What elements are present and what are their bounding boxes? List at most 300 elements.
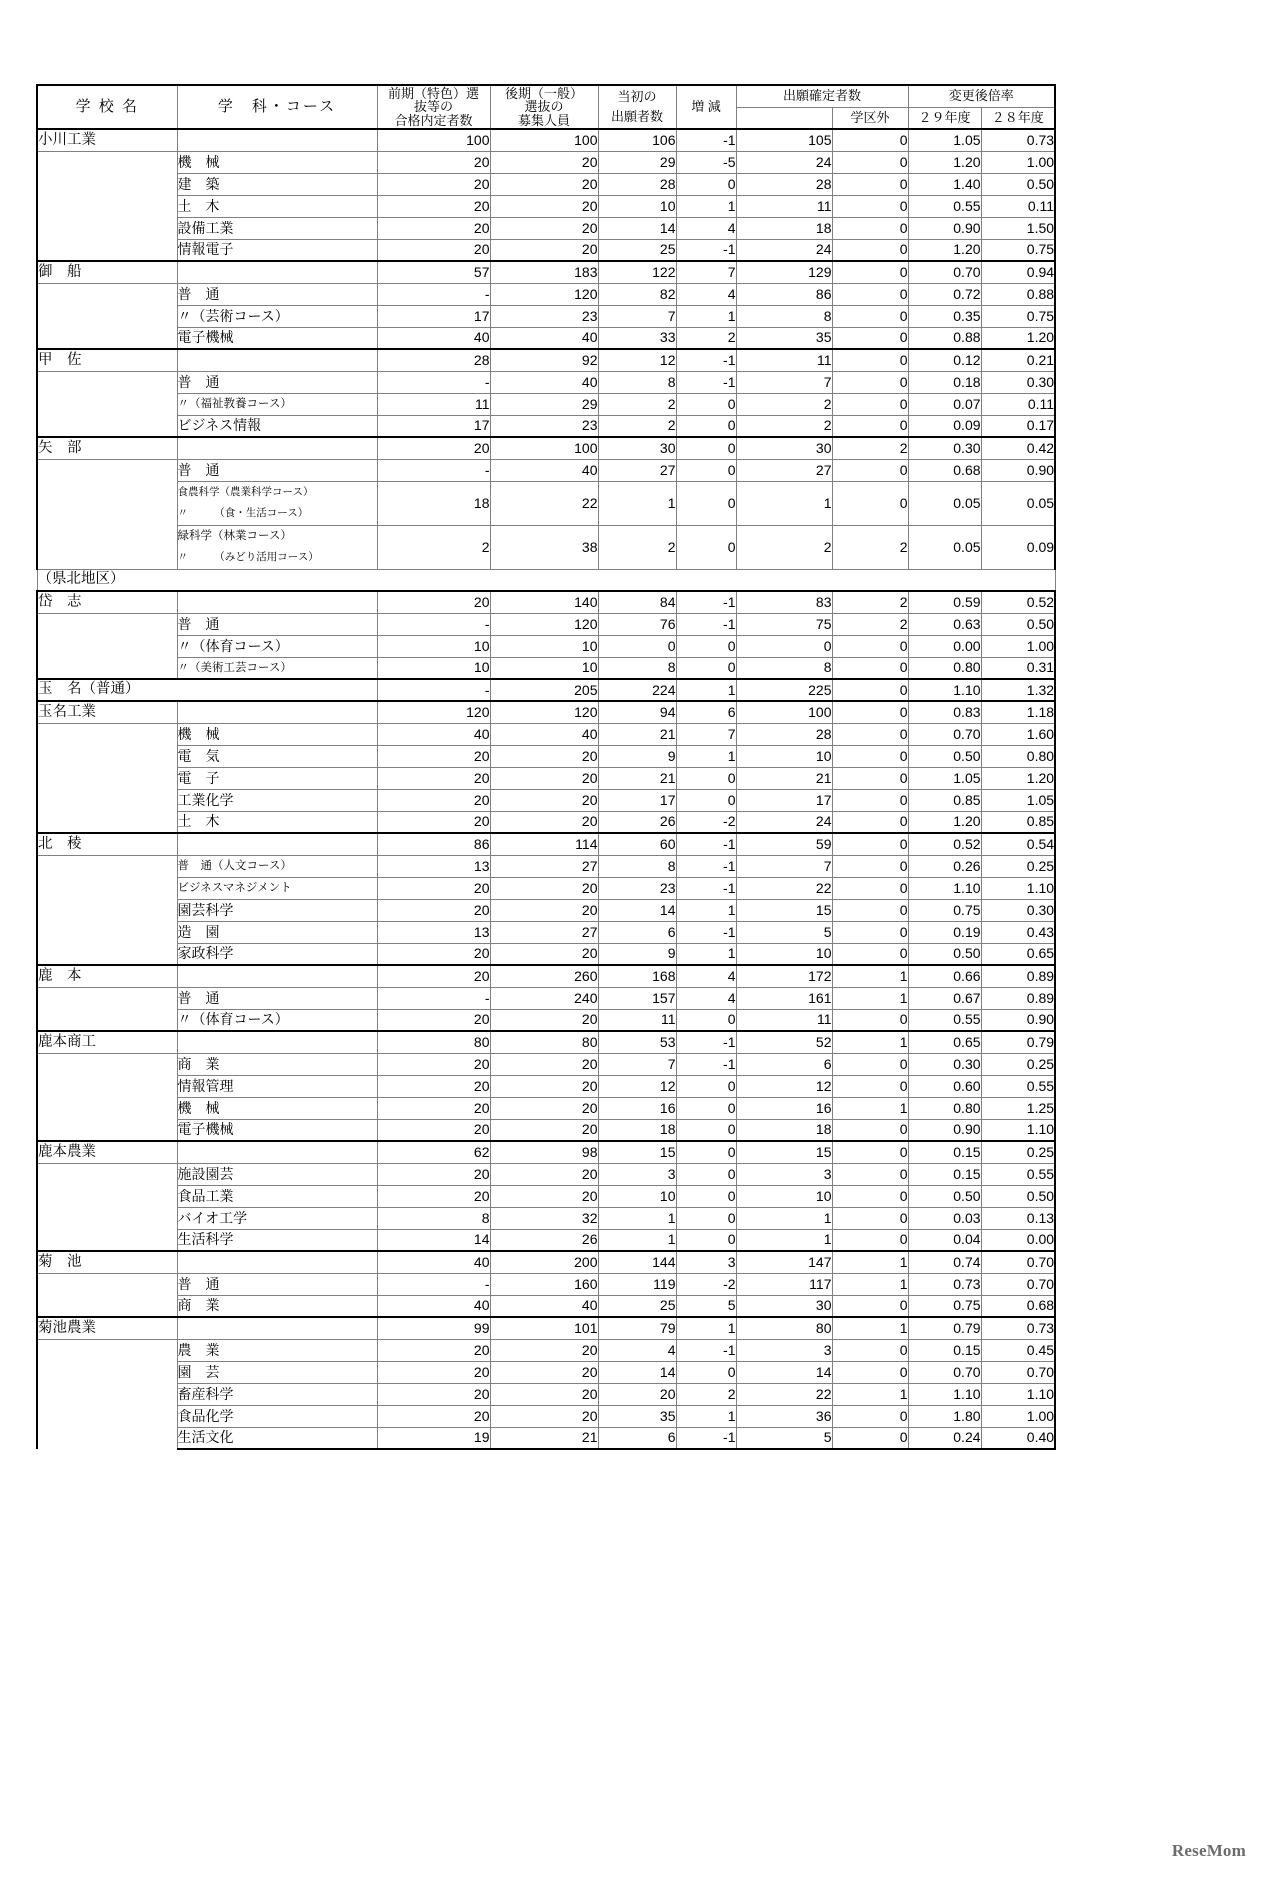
cell-ratio-28: 1.10 bbox=[981, 877, 1055, 899]
cell-zougen: -1 bbox=[676, 1031, 736, 1053]
cell-school-continuation bbox=[37, 305, 177, 327]
cell-gaiku: 0 bbox=[832, 833, 908, 855]
cell-zenki: 17 bbox=[377, 415, 490, 437]
cell-ratio-29: 0.80 bbox=[908, 657, 981, 679]
cell-school-name: 岱 志 bbox=[37, 591, 177, 613]
cell-ratio-28: 0.89 bbox=[981, 965, 1055, 987]
cell-kakutei: 24 bbox=[736, 811, 832, 833]
cell-zenki: - bbox=[377, 613, 490, 635]
cell-school-continuation bbox=[37, 943, 177, 965]
table-row bbox=[37, 239, 1055, 261]
cell-gaiku: 0 bbox=[832, 481, 908, 525]
table-row-merged-top bbox=[37, 525, 1055, 547]
cell-kouki: 40 bbox=[490, 723, 598, 745]
cell-zougen: 0 bbox=[676, 1097, 736, 1119]
cell-school-name: 北 稜 bbox=[37, 833, 177, 855]
cell-course-name: 食品化学 bbox=[177, 1405, 377, 1427]
table-row bbox=[37, 173, 1055, 195]
cell-kouki: 20 bbox=[490, 239, 598, 261]
header-zenki bbox=[377, 85, 490, 129]
cell-zenki: 10 bbox=[377, 635, 490, 657]
cell-ratio-29: 0.65 bbox=[908, 1031, 981, 1053]
cell-gaiku: 1 bbox=[832, 1317, 908, 1339]
cell-zenki: 2 bbox=[377, 525, 490, 569]
cell-school-continuation bbox=[37, 459, 177, 481]
cell-tousho: 21 bbox=[598, 767, 676, 789]
cell-course-name: 造 園 bbox=[177, 921, 377, 943]
cell-ratio-29: 1.05 bbox=[908, 767, 981, 789]
cell-ratio-29: 0.12 bbox=[908, 349, 981, 371]
cell-kouki: 100 bbox=[490, 437, 598, 459]
cell-zenki: 20 bbox=[377, 1097, 490, 1119]
cell-zougen: 0 bbox=[676, 1163, 736, 1185]
cell-tousho: 7 bbox=[598, 1053, 676, 1075]
cell-gaiku: 1 bbox=[832, 1251, 908, 1273]
cell-course-name: 畜産科学 bbox=[177, 1383, 377, 1405]
cell-ratio-28: 0.70 bbox=[981, 1273, 1055, 1295]
cell-tousho: 18 bbox=[598, 1119, 676, 1141]
cell-tousho: 3 bbox=[598, 1163, 676, 1185]
cell-ratio-28: 0.70 bbox=[981, 1361, 1055, 1383]
cell-school-continuation bbox=[37, 283, 177, 305]
cell-zougen: -1 bbox=[676, 613, 736, 635]
cell-kakutei: 28 bbox=[736, 173, 832, 195]
cell-tousho: 2 bbox=[598, 393, 676, 415]
cell-zenki: 13 bbox=[377, 921, 490, 943]
cell-ratio-29: 0.50 bbox=[908, 1185, 981, 1207]
cell-course-name: 〃（芸術コース） bbox=[177, 305, 377, 327]
cell-gaiku: 0 bbox=[832, 855, 908, 877]
cell-course-name: ビジネスマネジメント bbox=[177, 877, 377, 899]
cell-zougen: 0 bbox=[676, 481, 736, 525]
cell-zougen: 1 bbox=[676, 1405, 736, 1427]
cell-zougen: 0 bbox=[676, 1185, 736, 1207]
cell-ratio-28: 1.20 bbox=[981, 327, 1055, 349]
cell-zougen: 0 bbox=[676, 767, 736, 789]
table-row bbox=[37, 723, 1055, 745]
cell-zougen: -1 bbox=[676, 349, 736, 371]
cell-ratio-28: 0.85 bbox=[981, 811, 1055, 833]
cell-kouki: 183 bbox=[490, 261, 598, 283]
table-row bbox=[37, 921, 1055, 943]
cell-ratio-28: 0.25 bbox=[981, 855, 1055, 877]
cell-tousho: 8 bbox=[598, 371, 676, 393]
cell-ratio-29: 0.80 bbox=[908, 1097, 981, 1119]
cell-school-continuation bbox=[37, 1361, 177, 1383]
cell-kakutei: 80 bbox=[736, 1317, 832, 1339]
cell-ratio-28: 0.30 bbox=[981, 371, 1055, 393]
table-row bbox=[37, 371, 1055, 393]
cell-zenki: 20 bbox=[377, 899, 490, 921]
table-row bbox=[37, 195, 1055, 217]
table-row-school-total bbox=[37, 591, 1055, 613]
cell-zenki: 20 bbox=[377, 1119, 490, 1141]
cell-gaiku: 0 bbox=[832, 767, 908, 789]
cell-course-name-b: 〃 （みどり活用コース） bbox=[177, 547, 377, 569]
table-row bbox=[37, 1273, 1055, 1295]
cell-kouki: 120 bbox=[490, 613, 598, 635]
cell-kouki: 38 bbox=[490, 525, 598, 569]
cell-kakutei: 28 bbox=[736, 723, 832, 745]
cell-course-name: 建 築 bbox=[177, 173, 377, 195]
cell-kakutei: 8 bbox=[736, 657, 832, 679]
cell-zenki: 99 bbox=[377, 1317, 490, 1339]
cell-school-continuation bbox=[37, 217, 177, 239]
cell-ratio-28: 1.50 bbox=[981, 217, 1055, 239]
cell-kouki: 40 bbox=[490, 459, 598, 481]
cell-school-continuation bbox=[37, 151, 177, 173]
cell-ratio-28: 0.30 bbox=[981, 899, 1055, 921]
table-row bbox=[37, 877, 1055, 899]
table-row bbox=[37, 1053, 1055, 1075]
cell-tousho: 76 bbox=[598, 613, 676, 635]
cell-kakutei: 16 bbox=[736, 1097, 832, 1119]
cell-tousho: 84 bbox=[598, 591, 676, 613]
cell-gaiku: 2 bbox=[832, 525, 908, 569]
cell-tousho: 1 bbox=[598, 1229, 676, 1251]
cell-tousho: 29 bbox=[598, 151, 676, 173]
cell-kakutei: 1 bbox=[736, 1229, 832, 1251]
cell-ratio-29: 0.15 bbox=[908, 1339, 981, 1361]
cell-tousho: 10 bbox=[598, 195, 676, 217]
cell-zenki: 20 bbox=[377, 1185, 490, 1207]
cell-tousho: 23 bbox=[598, 877, 676, 899]
cell-school-continuation bbox=[37, 1075, 177, 1097]
cell-school-continuation bbox=[37, 723, 177, 745]
cell-course-empty bbox=[177, 591, 377, 613]
header-school-name: 学 校 名 bbox=[37, 85, 177, 129]
header-year28: ２８年度 bbox=[981, 107, 1055, 129]
cell-ratio-28: 0.80 bbox=[981, 745, 1055, 767]
cell-tousho: 15 bbox=[598, 1141, 676, 1163]
cell-ratio-28: 0.13 bbox=[981, 1207, 1055, 1229]
cell-kakutei: 7 bbox=[736, 371, 832, 393]
cell-kouki: 27 bbox=[490, 921, 598, 943]
cell-ratio-29: 0.88 bbox=[908, 327, 981, 349]
table-row bbox=[37, 745, 1055, 767]
cell-zougen: -1 bbox=[676, 877, 736, 899]
cell-school-continuation bbox=[37, 173, 177, 195]
cell-zenki: 80 bbox=[377, 1031, 490, 1053]
cell-zenki: - bbox=[377, 679, 490, 701]
cell-ratio-29: 1.20 bbox=[908, 239, 981, 261]
cell-kakutei: 18 bbox=[736, 217, 832, 239]
cell-zougen: -1 bbox=[676, 591, 736, 613]
cell-ratio-29: 0.55 bbox=[908, 195, 981, 217]
cell-gaiku: 0 bbox=[832, 899, 908, 921]
cell-zenki: 62 bbox=[377, 1141, 490, 1163]
cell-gaiku: 0 bbox=[832, 129, 908, 151]
cell-kakutei: 15 bbox=[736, 1141, 832, 1163]
cell-gaiku: 0 bbox=[832, 1339, 908, 1361]
cell-ratio-29: 0.70 bbox=[908, 261, 981, 283]
cell-course-name: 普 通 bbox=[177, 613, 377, 635]
cell-zenki: 20 bbox=[377, 195, 490, 217]
cell-kouki: 20 bbox=[490, 1119, 598, 1141]
cell-gaiku: 0 bbox=[832, 217, 908, 239]
header-year29: ２９年度 bbox=[908, 107, 981, 129]
cell-zougen: 5 bbox=[676, 1295, 736, 1317]
cell-zougen: 4 bbox=[676, 217, 736, 239]
cell-ratio-28: 0.25 bbox=[981, 1141, 1055, 1163]
cell-kouki: 80 bbox=[490, 1031, 598, 1053]
table-row bbox=[37, 657, 1055, 679]
cell-tousho: 30 bbox=[598, 437, 676, 459]
table-row bbox=[37, 987, 1055, 1009]
cell-kouki: 23 bbox=[490, 305, 598, 327]
cell-kouki: 205 bbox=[490, 679, 598, 701]
cell-tousho: 106 bbox=[598, 129, 676, 151]
cell-kouki: 20 bbox=[490, 1339, 598, 1361]
cell-ratio-28: 1.05 bbox=[981, 789, 1055, 811]
header-gakukugai: 学区外 bbox=[832, 107, 908, 129]
cell-course-name: 普 通 bbox=[177, 371, 377, 393]
cell-kakutei: 1 bbox=[736, 1207, 832, 1229]
cell-kakutei: 27 bbox=[736, 459, 832, 481]
cell-school-name: 鹿本商工 bbox=[37, 1031, 177, 1053]
admission-statistics-sheet bbox=[36, 84, 1055, 1450]
cell-course-name: 電子機械 bbox=[177, 1119, 377, 1141]
cell-kakutei: 59 bbox=[736, 833, 832, 855]
cell-ratio-28: 0.21 bbox=[981, 349, 1055, 371]
cell-school-continuation bbox=[37, 239, 177, 261]
table-row bbox=[37, 151, 1055, 173]
cell-school-continuation bbox=[37, 1053, 177, 1075]
cell-tousho: 7 bbox=[598, 305, 676, 327]
cell-kouki: 23 bbox=[490, 415, 598, 437]
header-kouki-line2: 選抜の bbox=[524, 99, 564, 115]
cell-zenki: 57 bbox=[377, 261, 490, 283]
cell-zougen: 0 bbox=[676, 437, 736, 459]
cell-ratio-28: 1.25 bbox=[981, 1097, 1055, 1119]
cell-course-name: 土 木 bbox=[177, 195, 377, 217]
cell-zenki: 20 bbox=[377, 1009, 490, 1031]
cell-kouki: 20 bbox=[490, 173, 598, 195]
cell-zenki: 20 bbox=[377, 437, 490, 459]
cell-gaiku: 0 bbox=[832, 173, 908, 195]
cell-school-continuation bbox=[37, 855, 177, 877]
cell-zenki: 40 bbox=[377, 327, 490, 349]
table-row bbox=[37, 613, 1055, 635]
cell-kouki: 160 bbox=[490, 1273, 598, 1295]
cell-school-continuation bbox=[37, 481, 177, 525]
cell-ratio-29: 0.26 bbox=[908, 855, 981, 877]
cell-ratio-29: 1.05 bbox=[908, 129, 981, 151]
cell-gaiku: 0 bbox=[832, 679, 908, 701]
cell-kakutei: 75 bbox=[736, 613, 832, 635]
cell-gaiku: 0 bbox=[832, 1185, 908, 1207]
cell-ratio-29: 0.72 bbox=[908, 283, 981, 305]
cell-kouki: 140 bbox=[490, 591, 598, 613]
cell-kakutei: 18 bbox=[736, 1119, 832, 1141]
cell-ratio-29: 0.70 bbox=[908, 723, 981, 745]
cell-kouki: 20 bbox=[490, 195, 598, 217]
cell-ratio-29: 0.09 bbox=[908, 415, 981, 437]
cell-course-name: 土 木 bbox=[177, 811, 377, 833]
cell-kakutei: 10 bbox=[736, 1185, 832, 1207]
cell-ratio-29: 0.52 bbox=[908, 833, 981, 855]
cell-kouki: 22 bbox=[490, 481, 598, 525]
cell-zougen: -1 bbox=[676, 1339, 736, 1361]
table-row bbox=[37, 1295, 1055, 1317]
cell-kouki: 40 bbox=[490, 371, 598, 393]
cell-tousho: 0 bbox=[598, 635, 676, 657]
cell-ratio-28: 0.75 bbox=[981, 239, 1055, 261]
table-body bbox=[37, 129, 1055, 1449]
cell-school-continuation bbox=[37, 767, 177, 789]
cell-course-name: 生活文化 bbox=[177, 1427, 377, 1449]
table-row bbox=[37, 1075, 1055, 1097]
cell-kakutei: 225 bbox=[736, 679, 832, 701]
cell-zenki: 20 bbox=[377, 1075, 490, 1097]
table-row bbox=[37, 459, 1055, 481]
cell-kakutei: 30 bbox=[736, 437, 832, 459]
cell-ratio-29: 0.68 bbox=[908, 459, 981, 481]
cell-kouki: 40 bbox=[490, 327, 598, 349]
cell-zenki: 11 bbox=[377, 393, 490, 415]
cell-kakutei: 1 bbox=[736, 481, 832, 525]
cell-tousho: 27 bbox=[598, 459, 676, 481]
table-row bbox=[37, 855, 1055, 877]
cell-ratio-29: 0.30 bbox=[908, 1053, 981, 1075]
cell-school-continuation bbox=[37, 393, 177, 415]
cell-ratio-29: 0.70 bbox=[908, 1361, 981, 1383]
cell-school-continuation bbox=[37, 195, 177, 217]
cell-zougen: 0 bbox=[676, 1207, 736, 1229]
cell-course-name: 電 気 bbox=[177, 745, 377, 767]
cell-school-continuation bbox=[37, 613, 177, 635]
cell-course-name: 〃（福祉教養コース） bbox=[177, 393, 377, 415]
cell-course-empty bbox=[177, 437, 377, 459]
cell-school-name: 御 船 bbox=[37, 261, 177, 283]
cell-zougen: -1 bbox=[676, 371, 736, 393]
cell-school-continuation bbox=[37, 1207, 177, 1229]
cell-kakutei: 2 bbox=[736, 415, 832, 437]
cell-tousho: 53 bbox=[598, 1031, 676, 1053]
cell-kouki: 92 bbox=[490, 349, 598, 371]
cell-kouki: 20 bbox=[490, 1053, 598, 1075]
cell-kakutei: 7 bbox=[736, 855, 832, 877]
cell-kakutei: 24 bbox=[736, 239, 832, 261]
cell-ratio-29: 0.90 bbox=[908, 217, 981, 239]
cell-zougen: -2 bbox=[676, 1273, 736, 1295]
cell-school-continuation bbox=[37, 811, 177, 833]
cell-kouki: 120 bbox=[490, 701, 598, 723]
cell-course-empty bbox=[177, 965, 377, 987]
cell-ratio-29: 0.50 bbox=[908, 745, 981, 767]
cell-ratio-28: 1.18 bbox=[981, 701, 1055, 723]
cell-school-continuation bbox=[37, 745, 177, 767]
cell-ratio-28: 1.10 bbox=[981, 1119, 1055, 1141]
table-row bbox=[37, 811, 1055, 833]
cell-gaiku: 0 bbox=[832, 811, 908, 833]
cell-course-empty bbox=[177, 833, 377, 855]
cell-zougen: 1 bbox=[676, 195, 736, 217]
cell-ratio-28: 0.55 bbox=[981, 1163, 1055, 1185]
cell-gaiku: 0 bbox=[832, 745, 908, 767]
cell-ratio-28: 0.79 bbox=[981, 1031, 1055, 1053]
cell-zenki: 20 bbox=[377, 173, 490, 195]
cell-tousho: 14 bbox=[598, 899, 676, 921]
table-row bbox=[37, 1185, 1055, 1207]
cell-ratio-29: 0.04 bbox=[908, 1229, 981, 1251]
cell-kouki: 29 bbox=[490, 393, 598, 415]
cell-gaiku: 1 bbox=[832, 1383, 908, 1405]
cell-school-name: 菊 池 bbox=[37, 1251, 177, 1273]
cell-kouki: 20 bbox=[490, 1163, 598, 1185]
cell-course-name: 商 業 bbox=[177, 1295, 377, 1317]
cell-ratio-28: 0.50 bbox=[981, 1185, 1055, 1207]
cell-course-name: 家政科学 bbox=[177, 943, 377, 965]
cell-course-name: 農 業 bbox=[177, 1339, 377, 1361]
cell-zenki: 100 bbox=[377, 129, 490, 151]
cell-gaiku: 1 bbox=[832, 965, 908, 987]
cell-zougen: 0 bbox=[676, 415, 736, 437]
cell-school-continuation bbox=[37, 899, 177, 921]
cell-zenki: 20 bbox=[377, 239, 490, 261]
cell-zougen: 0 bbox=[676, 1361, 736, 1383]
cell-ratio-28: 0.00 bbox=[981, 1229, 1055, 1251]
cell-tousho: 2 bbox=[598, 415, 676, 437]
cell-ratio-29: 0.74 bbox=[908, 1251, 981, 1273]
cell-kakutei: 24 bbox=[736, 151, 832, 173]
cell-ratio-29: 0.75 bbox=[908, 899, 981, 921]
cell-kouki: 260 bbox=[490, 965, 598, 987]
cell-kouki: 20 bbox=[490, 767, 598, 789]
cell-tousho: 11 bbox=[598, 1009, 676, 1031]
cell-tousho: 20 bbox=[598, 1383, 676, 1405]
cell-ratio-29: 0.18 bbox=[908, 371, 981, 393]
cell-ratio-28: 0.31 bbox=[981, 657, 1055, 679]
header-tousho bbox=[598, 85, 676, 129]
cell-course-name: 普 通 bbox=[177, 459, 377, 481]
cell-tousho: 9 bbox=[598, 943, 676, 965]
cell-school-continuation bbox=[37, 1009, 177, 1031]
cell-kakutei: 30 bbox=[736, 1295, 832, 1317]
table-row-school-total bbox=[37, 349, 1055, 371]
cell-course-name: 園芸科学 bbox=[177, 899, 377, 921]
cell-tousho: 94 bbox=[598, 701, 676, 723]
cell-ratio-28: 0.17 bbox=[981, 415, 1055, 437]
cell-tousho: 16 bbox=[598, 1097, 676, 1119]
cell-zenki: 20 bbox=[377, 1383, 490, 1405]
cell-school-continuation bbox=[37, 415, 177, 437]
cell-ratio-28: 0.90 bbox=[981, 1009, 1055, 1031]
cell-gaiku: 0 bbox=[832, 151, 908, 173]
cell-kakutei: 10 bbox=[736, 745, 832, 767]
cell-school-name: 玉名工業 bbox=[37, 701, 177, 723]
cell-tousho: 79 bbox=[598, 1317, 676, 1339]
cell-ratio-28: 0.90 bbox=[981, 459, 1055, 481]
cell-course-name: 設備工業 bbox=[177, 217, 377, 239]
cell-kouki: 27 bbox=[490, 855, 598, 877]
cell-kouki: 200 bbox=[490, 1251, 598, 1273]
cell-tousho: 8 bbox=[598, 657, 676, 679]
cell-course-name-a: 緑科学（林業コース） bbox=[177, 525, 377, 547]
cell-school-continuation bbox=[37, 789, 177, 811]
cell-course-name: 普 通 bbox=[177, 987, 377, 1009]
table-row-school-total bbox=[37, 701, 1055, 723]
cell-kouki: 20 bbox=[490, 1185, 598, 1207]
region-label: （県北地区） bbox=[37, 569, 1055, 591]
cell-zougen: 1 bbox=[676, 305, 736, 327]
cell-gaiku: 0 bbox=[832, 195, 908, 217]
cell-zenki: 20 bbox=[377, 789, 490, 811]
cell-school-continuation bbox=[37, 525, 177, 569]
cell-gaiku: 0 bbox=[832, 1141, 908, 1163]
cell-kakutei: 21 bbox=[736, 767, 832, 789]
cell-ratio-28: 0.25 bbox=[981, 1053, 1055, 1075]
